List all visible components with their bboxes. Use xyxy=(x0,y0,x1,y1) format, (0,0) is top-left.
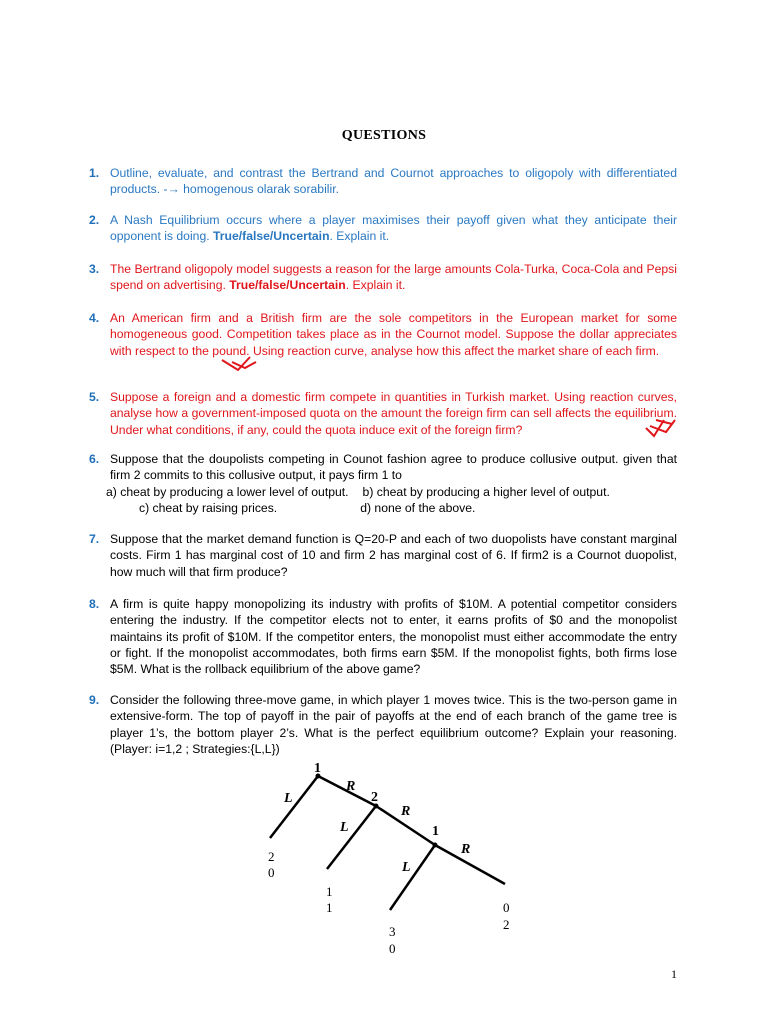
option-d: d) none of the above. xyxy=(360,500,476,515)
payoff-player1: 0 xyxy=(503,900,510,915)
payoff-player1: 2 xyxy=(268,849,275,864)
node-player-1-second: 1 xyxy=(432,824,439,839)
question-text: Suppose a foreign and a domestic firm compete in quantities in Turkish market. Using reaction curves, analyse how a government-imposed quota on the amount the foreign firm can sell affects the equilibrium. Under what conditions, if any, could the quota induce exit of the foreign firm? xyxy=(110,390,677,437)
tree-branch xyxy=(327,806,376,869)
node-player-1: 1 xyxy=(314,761,321,776)
question-number: 8. xyxy=(89,597,100,611)
payoff-player2: 1 xyxy=(326,900,333,915)
branch-label-l: L xyxy=(284,791,293,806)
question-number: 9. xyxy=(89,693,100,707)
question-text: Suppose that the doupolists competing in Counot fashion agree to produce collusive output. given that firm 2 commits to this collusive output, it pays firm 1 to xyxy=(110,452,677,483)
branch-label-r: R xyxy=(461,842,471,857)
payoff-player1: 1 xyxy=(326,884,333,899)
question-number: 1. xyxy=(89,166,100,180)
payoff-player2: 2 xyxy=(503,917,510,932)
option-c: c) cheat by raising prices. xyxy=(139,500,278,515)
branch-label-l: L xyxy=(340,820,349,835)
question-text: An American firm and a British firm are the sole competitors in the European market for some homogeneous good. Competition takes place as in the Cournot model. Suppose the dollar appreciates with respect to the pound. Using reaction curve, analyse how this affect the market share of each firm. xyxy=(110,311,677,358)
true-false-label: True/false/Uncertain xyxy=(213,229,330,244)
question-number: 6. xyxy=(89,452,100,466)
question-number: 3. xyxy=(89,262,100,276)
question-tail: . Explain it. xyxy=(329,229,390,244)
question-number: 5. xyxy=(89,390,100,404)
payoff-player2: 0 xyxy=(268,865,275,880)
question-text: Suppose that the market demand function is Q=20-P and each of two duopolists have constant marginal costs. Firm 1 has marginal cost of 10 and firm 2 has marginal cost of 6. If firm2 is a Cournot duopolist, how much will that firm produce? xyxy=(110,532,677,579)
branch-label-r: R xyxy=(401,804,411,819)
node-player-2: 2 xyxy=(371,790,378,805)
question-text: The Bertrand oligopoly model suggests a reason for the large amounts Cola-Turka, Coca-Cola and Pepsi spend on advertising. xyxy=(110,262,677,293)
question-text: Consider the following three-move game, in which player 1 moves twice. This is the two-person game in extensive-form. The top of payoff in the pair of payoffs at the end of each branch of the game tree is player 1’s, the bottom player 2’s. What is the perfect equilibrium outcome? Explain your reasoning. (Player: i=1,2 ; Strategies:{L,L}) xyxy=(110,693,677,756)
tree-branch xyxy=(270,776,318,838)
question-text: A firm is quite happy monopolizing its industry with profits of $10M. A potential competitor considers entering the industry. If the competitor elects not to enter, it earns profits of $0 and the monopolist maintains its profit of $10M. If the competitor enters, the monopolist must either accommodate the entry or fight. If the monopolist accommodates, both firms earn $5M. If the monopolist fights, both firms lose $5M. What is the rollback equilibrium of the above game? xyxy=(110,597,677,677)
branch-label-l: L xyxy=(402,860,411,875)
payoff-player1: 3 xyxy=(389,924,396,939)
page-title: QUESTIONS xyxy=(341,128,427,143)
tree-branch xyxy=(390,845,435,910)
page-number: 1 xyxy=(671,967,677,981)
payoff-player2: 0 xyxy=(389,941,396,956)
branch-label-r: R xyxy=(346,779,356,794)
question-tail: . Explain it. xyxy=(345,278,406,293)
tree-node xyxy=(433,843,438,848)
option-b: b) cheat by producing a higher level of output. xyxy=(362,484,610,499)
question-text: Outline, evaluate, and contrast the Bertrand and Cournot approaches to oligopoly with differentiated products. -→ homogenous olarak sorabilir. xyxy=(110,166,677,197)
question-number: 4. xyxy=(89,311,100,325)
true-false-label: True/false/Uncertain xyxy=(229,278,346,293)
question-number: 7. xyxy=(89,532,100,546)
option-a: a) cheat by producing a lower level of output. xyxy=(106,484,349,499)
question-number: 2. xyxy=(89,213,100,227)
question-text: A Nash Equilibrium occurs where a player maximises their payoff given what they anticipate their opponent is doing. xyxy=(110,213,677,244)
